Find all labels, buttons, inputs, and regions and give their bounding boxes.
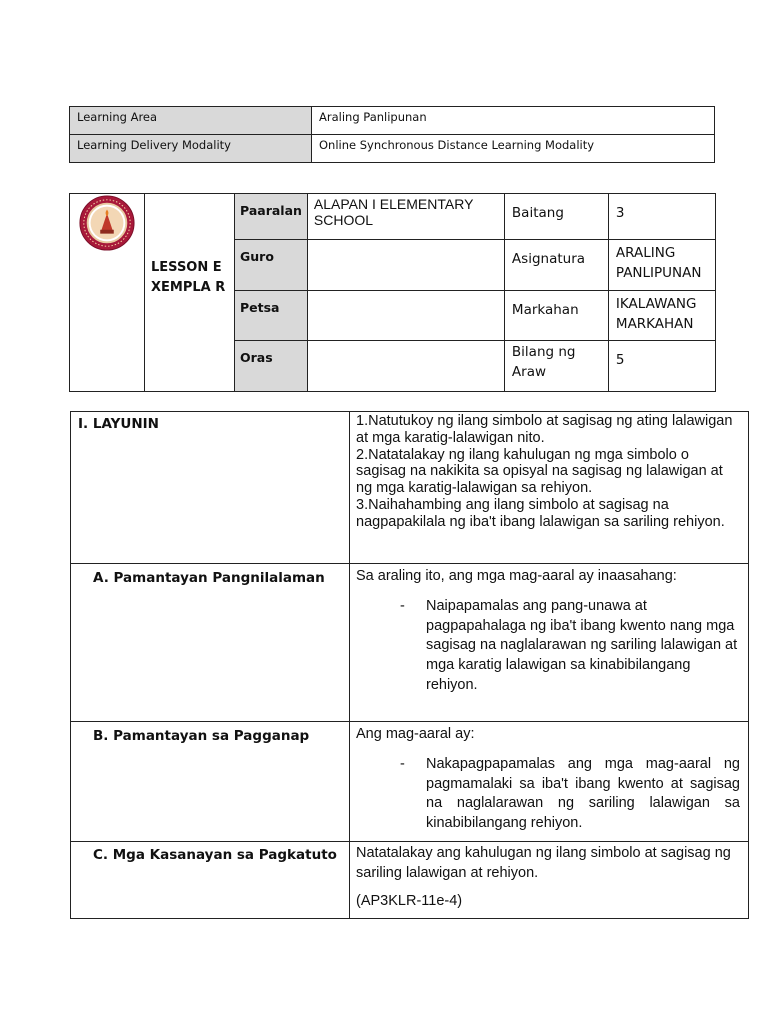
pagganap-intro: Ang mag-aaral ay: (356, 726, 475, 742)
learning-area-value: Araling Panlipunan (312, 107, 715, 135)
asignatura-label: Asignatura (504, 240, 608, 291)
pangnilalaman-intro: Sa araling ito, ang mga mag-aaral ay inaasahang: (356, 568, 677, 584)
kasanayan-code: (AP3KLR-11e-4) (356, 893, 463, 909)
guro-value (307, 240, 504, 291)
petsa-label: Petsa (235, 291, 308, 341)
learning-info-table (69, 106, 715, 163)
pamantayan-pagganap-heading: B. Pamantayan sa Pagganap (71, 722, 350, 842)
oras-value (307, 341, 504, 392)
bilang-label: Bilang ng Araw (504, 341, 608, 392)
baitang-label: Baitang (504, 194, 608, 240)
oras-label: Oras (235, 341, 308, 392)
markahan-value: IKALAWANG MARKAHAN (608, 291, 715, 341)
petsa-value (307, 291, 504, 341)
layunin-row (71, 412, 749, 564)
pamantayan-pagganap-row (71, 722, 749, 842)
pangnilalaman-bullet (356, 597, 742, 696)
baitang-value: 3 (608, 194, 715, 240)
kasanayan-text: Natatalakay ang kahulugan ng ilang simbolo at sagisag ng sariling lalawigan at rehiyon. (356, 845, 731, 881)
objective-2: 2.Natatalakay ng ilang kahulugan ng mga simbolo o sagisag na nakikita sa opisyal na sagisag ng lalawigan at ng mga karatig-lalawigan sa rehiyon. (356, 446, 723, 497)
layunin-heading: I. LAYUNIN (71, 412, 350, 564)
asignatura-value: ARALING PANLIPUNAN (608, 240, 715, 291)
objective-1: 1.Natutukoy ng ilang simbolo at sagisag ng ating lalawigan at mga karatig-lalawigan nito. (356, 413, 733, 446)
pamantayan-pangnilalaman-heading: A. Pamantayan Pangnilalaman (71, 564, 350, 722)
kasanayan-heading: C. Mga Kasanayan sa Pagkatuto (71, 842, 350, 919)
logo-cell (70, 194, 145, 392)
modality-label: Learning Delivery Modality (70, 135, 312, 163)
pagganap-bullet (356, 755, 742, 834)
paaralan-value: ALAPAN I ELEMENTARY SCHOOL (307, 194, 504, 240)
lesson-exemplar-label: LESSON EXEMPLA R (145, 194, 235, 392)
pangnilalaman-bullet-text: Naipapamalas ang pang-unawa at pagpapahalaga ng iba't ibang kwento nang mga sagisag na naglalarawan ng sariling lalawigan at mga karatig lalawigan sa kinabibilangang rehiyon. (426, 598, 738, 693)
lesson-info-table (69, 193, 716, 392)
kasanayan-row (71, 842, 749, 919)
learning-area-label: Learning Area (70, 107, 312, 135)
guro-label: Guro (235, 240, 308, 291)
objective-3: 3.Naihahambing ang ilang simbolo at sagisag na nagpapakilala ng iba't ibang lalawigan sa sariling rehiyon. (356, 496, 725, 530)
markahan-label: Markahan (504, 291, 608, 341)
objectives-table (70, 411, 749, 919)
paaralan-label: Paaralan (235, 194, 308, 240)
pagganap-bullet-text: Nakapagpapamalas ang mga mag-aaral ng pagmamalaki sa iba't ibang kwento at sagisag na naglalarawan ng sariling lalawigan sa kinabibilangang rehiyon. (426, 756, 740, 832)
kasanayan-content (350, 842, 749, 919)
pamantayan-pangnilalaman-row (71, 564, 749, 722)
modality-value: Online Synchronous Distance Learning Modality (312, 135, 715, 163)
pamantayan-pagganap-content (350, 722, 749, 842)
modality-row (70, 135, 715, 163)
learning-area-row (70, 107, 715, 135)
lesson-row-paaralan (70, 194, 716, 240)
bilang-value: 5 (608, 341, 715, 392)
bullet-dash: - (400, 598, 405, 614)
school-seal-icon (78, 194, 136, 252)
bullet-dash: - (400, 756, 405, 772)
pamantayan-pangnilalaman-content (350, 564, 749, 722)
layunin-content (350, 412, 749, 564)
